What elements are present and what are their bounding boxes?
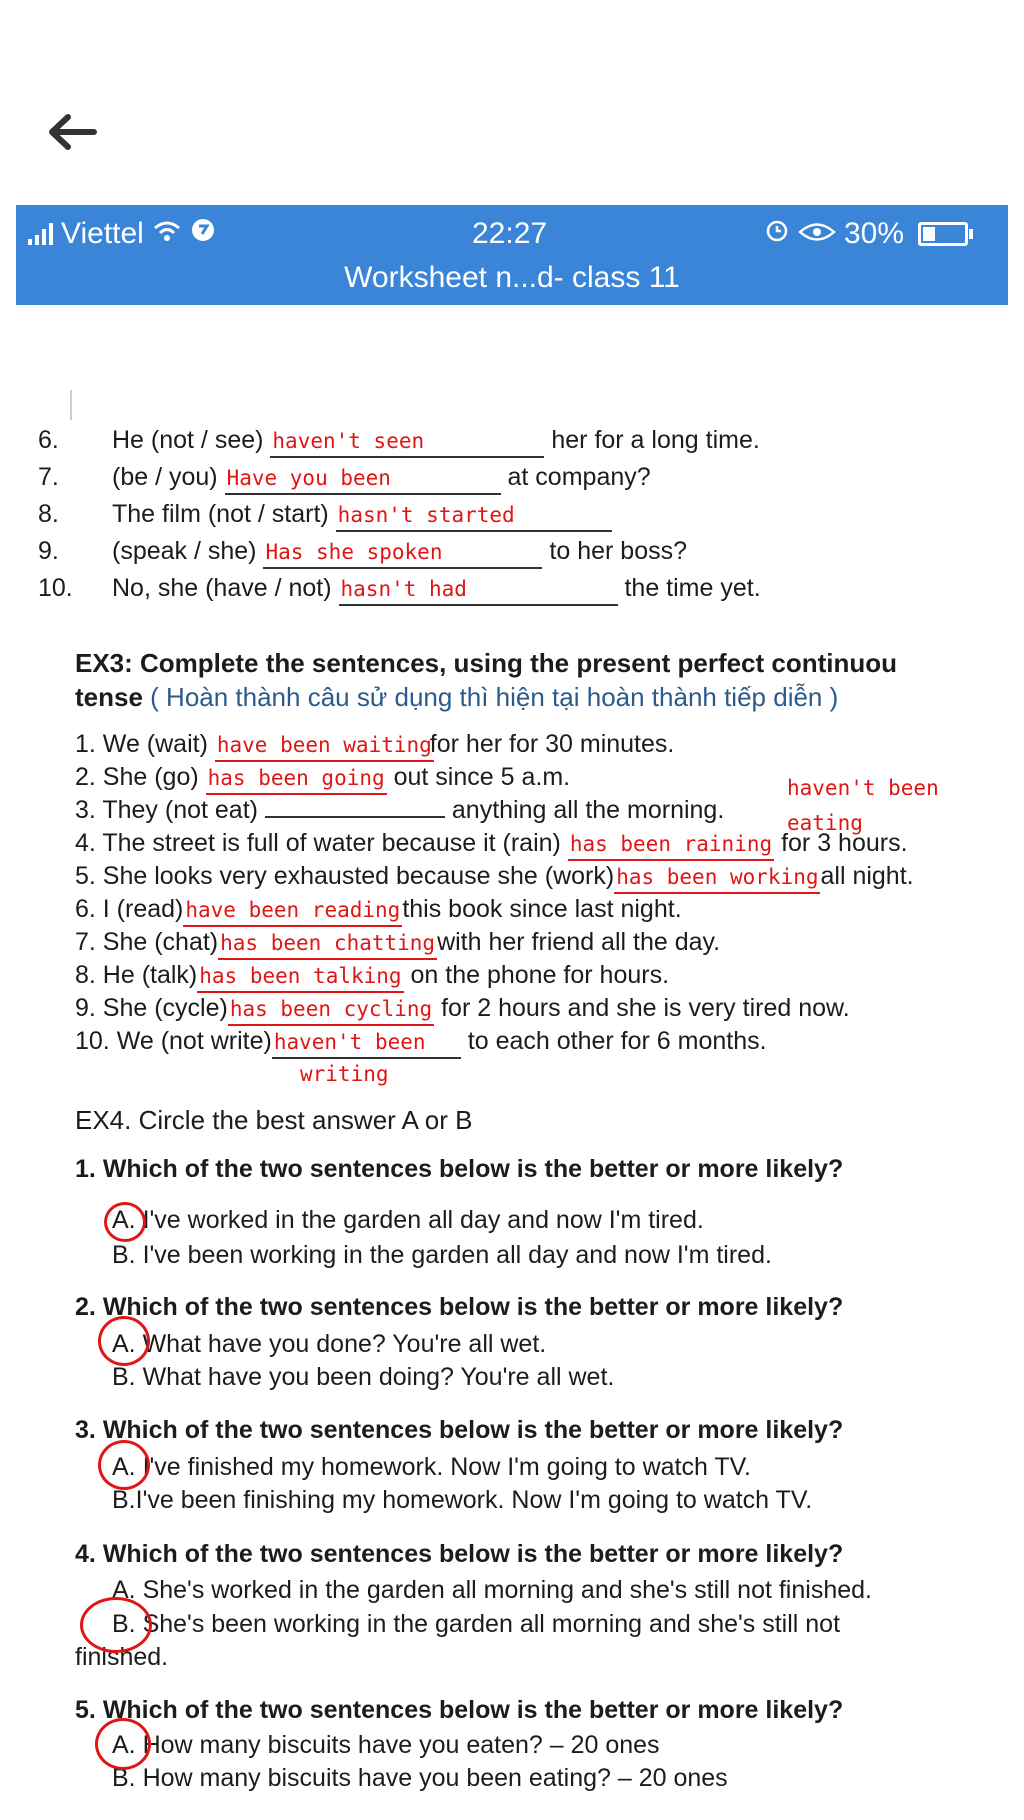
question-number: 2. (75, 1293, 96, 1321)
item-text: out since 5 a.m. (393, 763, 571, 791)
status-icons (764, 217, 968, 251)
question-text: Which of the two sentences below is the better or more likely? (102, 1540, 844, 1568)
item-text: No, she (have / not) (112, 574, 332, 602)
question-text: Which of the two sentences below is the better or more likely? (102, 1696, 844, 1724)
option-5a[interactable]: A. How many biscuits have you eaten? – 20 ones (112, 1731, 660, 1759)
item-text: for 3 hours. (781, 829, 908, 857)
ex3-item-3 (75, 795, 724, 825)
answer-field[interactable]: hasn't started (336, 500, 612, 532)
phone-header (16, 205, 1008, 305)
question-number: 3. (75, 1416, 96, 1444)
ex4-question-4 (75, 1539, 843, 1569)
question-text: Which of the two sentences below is the better or more likely? (102, 1155, 844, 1183)
option-2b[interactable]: B. What have you been doing? You're all wet. (112, 1363, 615, 1391)
item-text: 7. She (chat) (75, 928, 219, 956)
item-text: 10. We (not write) (75, 1027, 272, 1055)
document-title: Worksheet n...d- class 11 (344, 261, 680, 294)
battery-percent: 30% (844, 217, 905, 250)
item-text: 9. She (cycle) (75, 994, 228, 1022)
option-3a[interactable]: A. I've finished my homework. Now I'm going to watch TV. (112, 1453, 751, 1481)
answer-field[interactable]: hasn't had (339, 574, 618, 606)
option-2a[interactable]: A. What have you done? You're all wet. (112, 1330, 547, 1358)
answer-circle (104, 1202, 146, 1242)
item-text: 6. I (read) (75, 895, 184, 923)
item-number: 6. (38, 426, 59, 454)
answer-field[interactable]: have been reading (183, 895, 402, 927)
eye-comfort-icon (798, 217, 836, 251)
question-text: Which of the two sentences below is the better or more likely? (102, 1416, 844, 1444)
ex4-question-2 (75, 1292, 843, 1322)
item-text: for her for 30 minutes. (429, 730, 675, 758)
item-text: her for a long time. (551, 426, 760, 454)
answer-field[interactable]: haven't been (272, 1027, 461, 1059)
ex3-item-4 (75, 828, 908, 861)
option-1b[interactable]: B. I've been working in the garden all day and now I'm tired. (112, 1241, 772, 1269)
option-5b[interactable]: B. How many biscuits have you been eating? – 20 ones (112, 1764, 728, 1792)
answer-field[interactable]: Has she spoken (263, 537, 542, 569)
item-number: 10. (38, 574, 73, 602)
answer-circle (98, 1440, 150, 1490)
answer-circle (98, 1316, 150, 1366)
option-3b[interactable]: B.I've been finishing my homework. Now I'm going to watch TV. (112, 1486, 813, 1514)
handwritten-answer-10-cont: writing (300, 1062, 389, 1086)
clock: 22:27 (472, 217, 548, 250)
option-1a[interactable]: A. I've worked in the garden all day and now I'm tired. (112, 1206, 704, 1234)
answer-field[interactable]: haven't seen (270, 426, 544, 458)
item-text: to each other for 6 months. (467, 1027, 767, 1055)
question-number: 5. (75, 1696, 96, 1724)
option-4b[interactable]: B. She's been working in the garden all morning and she's still not (112, 1610, 841, 1638)
item-number: 7. (38, 463, 59, 491)
ex3-title: EX3: Complete the sentences, using the present perfect continuou (75, 648, 898, 678)
item-text: 3. They (not eat) (75, 796, 258, 824)
ex3-vietnamese-instruction: ( Hoàn thành câu sử dụng thì hiện tại hoàn thành tiếp diễn ) (150, 682, 839, 712)
ex3-item-5 (75, 861, 914, 894)
item-text: 8. He (talk) (75, 961, 198, 989)
item-text: 5. She looks very exhausted because she (work) (75, 862, 615, 890)
ex3-item-6 (75, 894, 682, 927)
answer-circle (95, 1718, 151, 1770)
question-number: 4. (75, 1540, 96, 1568)
answer-field[interactable]: has been talking (197, 961, 403, 993)
item-text: 1. We (wait) (75, 730, 208, 758)
ex4-question-3 (75, 1415, 843, 1445)
answer-field[interactable]: has been working (614, 862, 820, 894)
item-text: (be / you) (112, 463, 218, 491)
item-text: all night. (820, 862, 914, 890)
page-marker (70, 390, 78, 420)
item-text: to her boss? (549, 537, 688, 565)
item-number: 8. (38, 500, 59, 528)
ex4-question-1 (75, 1154, 843, 1184)
ex4-title: EX4. Circle the best answer A or B (75, 1105, 473, 1135)
battery-icon (918, 222, 968, 246)
item-text: this book since last night. (402, 895, 682, 923)
ex3-item-7 (75, 927, 720, 960)
item-text: 4. The street is full of water because it (rain) (75, 829, 561, 857)
back-arrow-icon[interactable] (44, 112, 100, 152)
question-text: Which of the two sentences below is the better or more likely? (102, 1293, 844, 1321)
item-text: the time yet. (624, 574, 761, 602)
option-4b-cont: finished. (75, 1643, 169, 1671)
ex3-subtitle (75, 682, 838, 712)
answer-circle (80, 1597, 152, 1653)
answer-field[interactable]: has been cycling (228, 994, 434, 1026)
ex3-item-8 (75, 960, 669, 993)
wifi-icon (152, 217, 182, 251)
ex3-item-1 (75, 729, 674, 762)
item-text: The film (not / start) (112, 500, 329, 528)
question-number: 1. (75, 1155, 96, 1183)
ex2-item-6 (38, 425, 760, 458)
ex2-item-10 (38, 573, 761, 606)
item-text: with her friend all the day. (437, 928, 721, 956)
item-text: at company? (507, 463, 651, 491)
handwritten-answer-3: haven't been (787, 776, 939, 800)
answer-field[interactable]: has been going (206, 763, 387, 795)
alarm-icon (764, 217, 790, 251)
signal-icon (28, 223, 53, 245)
app-notification-icon (190, 217, 216, 251)
ex3-item-2 (75, 762, 570, 795)
ex3-item-9 (75, 993, 850, 1026)
handwritten-answer-3-cont: eating (787, 811, 863, 835)
option-4a[interactable]: A. She's worked in the garden all morning and she's still not finished. (112, 1576, 872, 1604)
item-text: He (not / see) (112, 426, 264, 454)
item-text: on the phone for hours. (410, 961, 670, 989)
carrier (28, 217, 216, 251)
ex3-item-10 (75, 1026, 767, 1059)
item-text: (speak / she) (112, 537, 257, 565)
answer-field[interactable]: has been raining (568, 829, 774, 861)
answer-field[interactable]: have been waiting (215, 730, 434, 762)
ex4-question-5 (75, 1695, 843, 1725)
item-text: anything all the morning. (451, 796, 725, 824)
answer-field[interactable]: has been chatting (218, 928, 437, 960)
ex2-item-7 (38, 462, 651, 495)
item-number: 9. (38, 537, 59, 565)
answer-field[interactable]: Have you been (225, 463, 501, 495)
answer-field[interactable] (265, 798, 445, 818)
carrier-name: Viettel (61, 217, 144, 250)
item-text: for 2 hours and she is very tired now. (441, 994, 850, 1022)
ex2-item-9 (38, 536, 687, 569)
ex3-title-end: tense (75, 682, 143, 712)
item-text: 2. She (go) (75, 763, 199, 791)
ex2-item-8 (38, 499, 612, 532)
